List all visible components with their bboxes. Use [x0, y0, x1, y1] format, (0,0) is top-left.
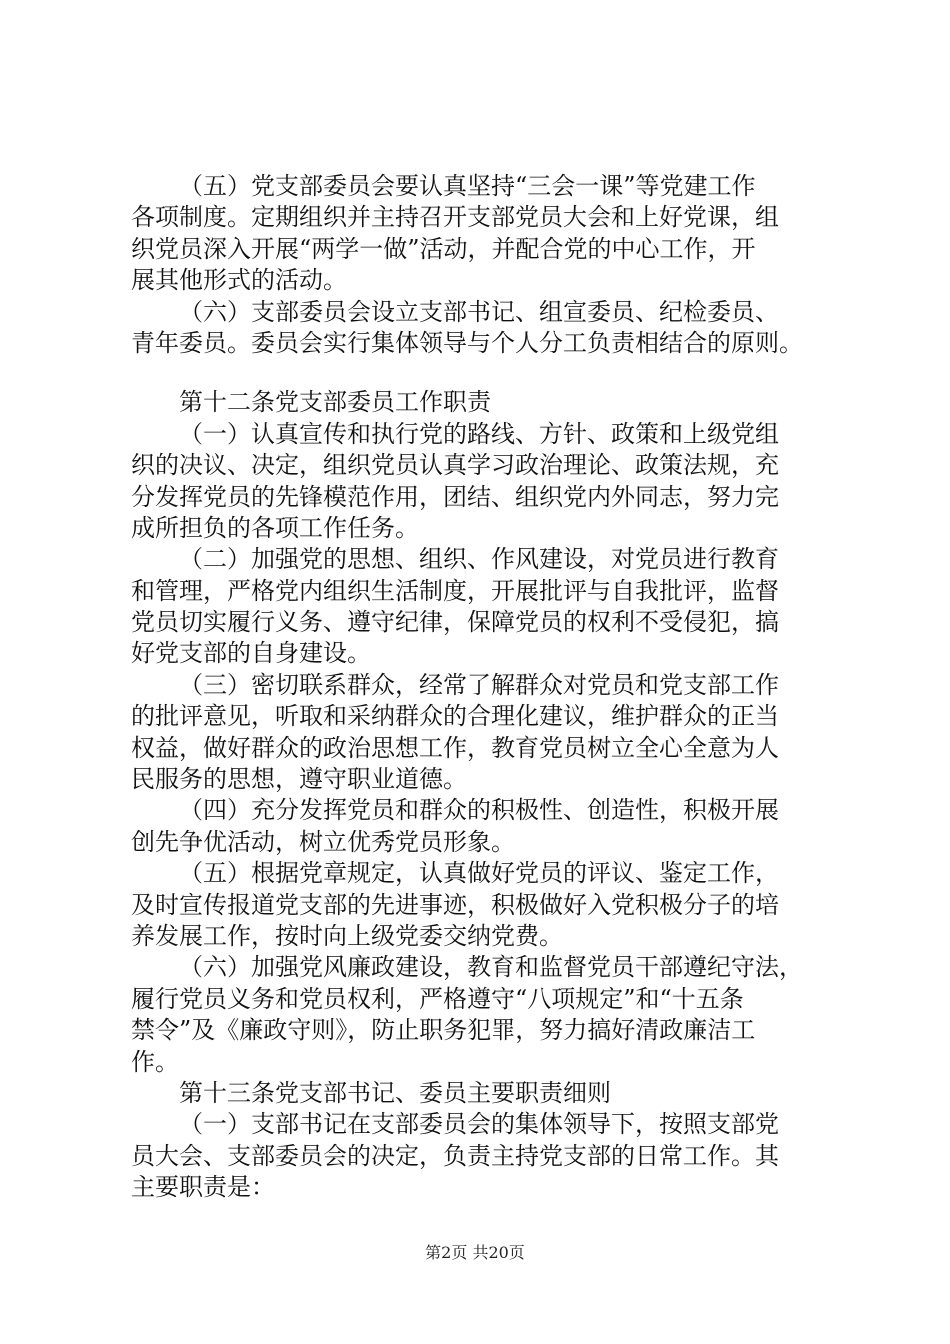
text-line: 创先争优活动，树立优秀党员形象。	[131, 827, 515, 856]
text-line: 履行党员义务和党员权利，严格遵守“八项规定”和“十五条	[131, 984, 744, 1013]
text-line: 禁令”及《廉政守则》，防止职务犯罪，努力搞好清政廉洁工	[131, 1016, 756, 1045]
text-line: （五）根据党章规定，认真做好党员的评议、鉴定工作，	[179, 859, 779, 888]
text-line: （二）加强党的思想、组织、作风建设，对党员进行教育	[179, 545, 779, 574]
text-line: 第十二条党支部委员工作职责	[179, 388, 491, 417]
text-line: （一）认真宣传和执行党的路线、方针、政策和上级党组	[179, 419, 779, 448]
text-line: 好党支部的自身建设。	[131, 639, 371, 668]
text-line: 民服务的思想，遵守职业道德。	[131, 765, 467, 794]
text-line: 作。	[131, 1047, 179, 1076]
text-line: 养发展工作，按时向上级党委交纳党费。	[131, 921, 563, 950]
text-line: 主要职责是：	[131, 1173, 275, 1202]
paragraph-gap	[131, 359, 839, 387]
text-line: （六）加强党风廉政建设，教育和监督党员干部遵纪守法，	[179, 953, 803, 982]
text-line: 成所担负的各项工作任务。	[131, 513, 419, 542]
text-line: 分发挥党员的先锋模范作用，团结、组织党内外同志，努力完	[131, 482, 779, 511]
text-line: 党员切实履行义务、遵守纪律，保障党员的权利不受侵犯，搞	[131, 608, 779, 637]
text-line: 和管理，严格党内组织生活制度，开展批评与自我批评，监督	[131, 576, 779, 605]
document-body	[131, 171, 839, 1204]
text-line: （六）支部委员会设立支部书记、组宣委员、纪检委员、	[179, 297, 779, 326]
text-line: 员大会、支部委员会的决定，负责主持党支部的日常工作。其	[131, 1141, 779, 1170]
text-line: 织的决议、决定，组织党员认真学习政治理论、政策法规，充	[131, 451, 779, 480]
text-line: 展其他形式的活动。	[131, 266, 347, 295]
text-line: 青年委员。委员会实行集体领导与个人分工负责相结合的原则。	[131, 328, 803, 357]
page-footer: 第2页 共20页	[425, 1243, 525, 1262]
text-line: （五）党支部委员会要认真坚持“三会一课”等党建工作	[179, 172, 756, 200]
text-line: 各项制度。定期组织并主持召开支部党员大会和上好党课，组	[131, 203, 779, 232]
text-line: 织党员深入开展“两学一做”活动，并配合党的中心工作，开	[131, 234, 756, 263]
text-line: 第十三条党支部书记、委员主要职责细则	[179, 1078, 611, 1107]
text-line: 权益，做好群众的政治思想工作，教育党员树立全心全意为人	[131, 733, 779, 762]
text-line: （四）充分发挥党员和群众的积极性、创造性，积极开展	[179, 796, 779, 825]
text-line: （三）密切联系群众，经常了解群众对党员和党支部工作	[179, 670, 779, 699]
text-line: 的批评意见，听取和采纳群众的合理化建议，维护群众的正当	[131, 702, 779, 731]
text-line: （一）支部书记在支部委员会的集体领导下，按照支部党	[179, 1110, 779, 1139]
text-line: 及时宣传报道党支部的先进事迹，积极做好入党积极分子的培	[131, 890, 779, 919]
